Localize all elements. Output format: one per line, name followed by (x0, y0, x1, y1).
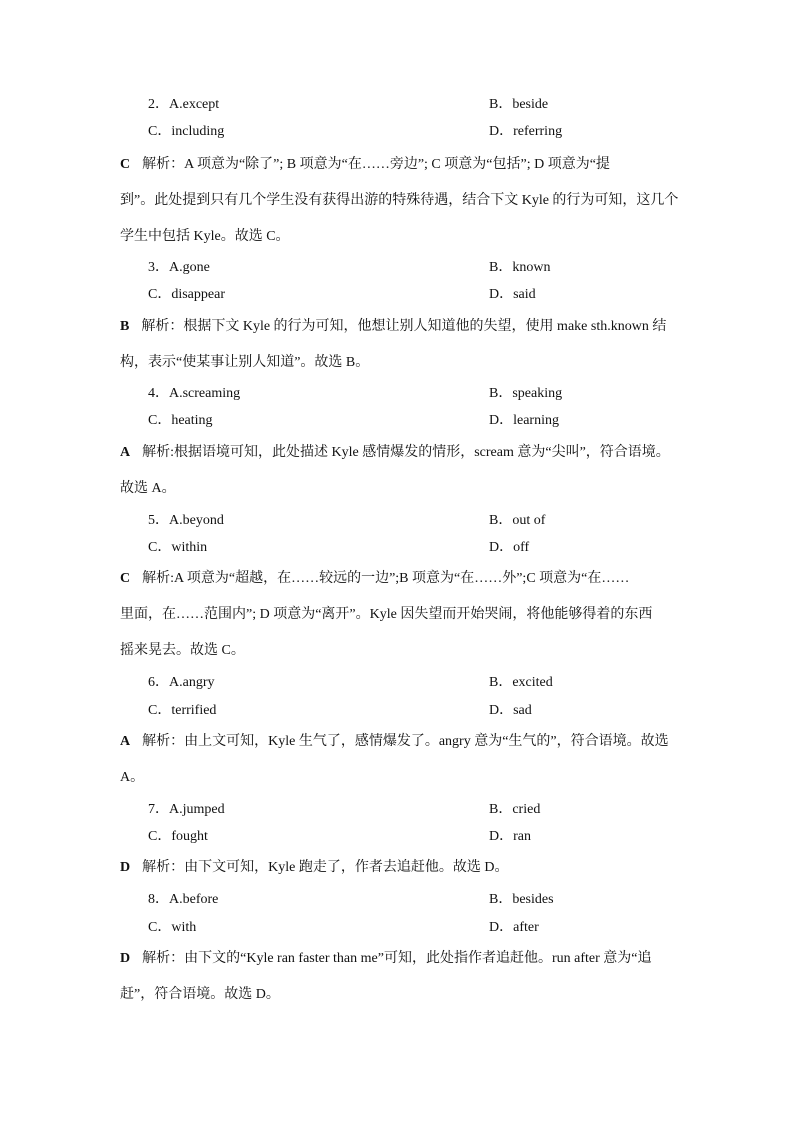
explanation-line: 构，表示“使某事让别人知道”。故选 B。 (120, 355, 370, 370)
option-a: 2．A.except (148, 97, 220, 112)
explanation-text: 解析:A 项意为“超越，在……较远的一边”;B 项意为“在……外”;C 项意为“在…… (142, 571, 630, 586)
explanation-text: 解析:根据语境可知，此处描述 Kyle 感情爆发的情形，scream 意为“尖叫”，符合语境。 (142, 445, 670, 460)
explanation-text: 解析：A 项意为“除了”; B 项意为“在……旁边”; C 项意为“包括”; D 项意为“提 (142, 157, 610, 172)
option-c: C．including (148, 124, 225, 139)
answer-letter: D (120, 951, 131, 966)
option-c: C．within (148, 540, 208, 555)
option-a: 7．A.jumped (148, 802, 225, 817)
option-b: B．speaking (489, 386, 563, 401)
options-row (0, 384, 794, 404)
options-row (0, 511, 794, 531)
explanation-line: 赶”，符合语境。故选 D。 (120, 987, 280, 1002)
option-c: C．heating (148, 413, 213, 428)
answer-line (120, 443, 676, 463)
answer-line (120, 569, 676, 589)
options-row (0, 258, 794, 278)
options-row (0, 285, 794, 305)
options-row (0, 827, 794, 847)
option-d: D．ran (489, 829, 531, 844)
answer-letter: A (120, 445, 131, 460)
option-d: D．off (489, 540, 530, 555)
option-d: D．referring (489, 124, 563, 139)
answer-letter: B (120, 319, 130, 334)
options-row (0, 701, 794, 721)
option-d: D．learning (489, 413, 559, 428)
options-row (0, 411, 794, 431)
explanation-text: 解析：由下文的“Kyle ran faster than me”可知，此处指作者追赶他。run after 意为“追 (142, 951, 652, 966)
options-row (0, 122, 794, 142)
explanation-text: 解析：由上文可知，Kyle 生气了，感情爆发了。angry 意为“生气的”，符合语境。故选 (142, 734, 669, 749)
options-row (0, 673, 794, 693)
option-a: 3．A.gone (148, 260, 210, 275)
option-b: B．besides (489, 892, 554, 907)
option-c: C．disappear (148, 287, 225, 302)
explanation-line: 里面，在……范围内”; D 项意为“离开”。Kyle 因失望而开始哭闹，将他能够得着的东西 (120, 607, 653, 622)
option-d: D．after (489, 920, 539, 935)
answer-letter: C (120, 157, 131, 172)
option-a: 6．A.angry (148, 675, 215, 690)
answer-line (120, 858, 676, 878)
option-d: D．sad (489, 703, 532, 718)
option-b: B．cried (489, 802, 541, 817)
option-b: B．beside (489, 97, 549, 112)
option-b: B．known (489, 260, 551, 275)
answer-letter: C (120, 571, 131, 586)
options-row (0, 918, 794, 938)
option-b: B．excited (489, 675, 553, 690)
options-row (0, 890, 794, 910)
options-row (0, 538, 794, 558)
explanation-line: 学生中包括 Kyle。故选 C。 (120, 229, 290, 244)
answer-line (120, 949, 676, 969)
option-c: C．terrified (148, 703, 217, 718)
options-row (0, 95, 794, 115)
option-a: 8．A.before (148, 892, 219, 907)
answer-letter: A (120, 734, 131, 749)
options-row (0, 800, 794, 820)
explanation-line: A。 (120, 770, 145, 785)
option-c: C．fought (148, 829, 208, 844)
explanation-line: 故选 A。 (120, 481, 176, 496)
option-d: D．said (489, 287, 536, 302)
option-a: 4．A.screaming (148, 386, 241, 401)
answer-line (120, 732, 676, 752)
answer-line (120, 317, 676, 337)
explanation-text: 解析：由下文可知，Kyle 跑走了，作者去追赶他。故选 D。 (142, 860, 509, 875)
option-c: C．with (148, 920, 197, 935)
explanation-text: 解析：根据下文 Kyle 的行为可知，他想让别人知道他的失望，使用 make sth.known 结 (141, 319, 667, 334)
answer-letter: D (120, 860, 131, 875)
option-b: B．out of (489, 513, 546, 528)
answer-line (120, 155, 676, 175)
option-a: 5．A.beyond (148, 513, 224, 528)
explanation-line: 摇来晃去。故选 C。 (120, 643, 245, 658)
explanation-line: 到”。此处提到只有几个学生没有获得出游的特殊待遇，结合下文 Kyle 的行为可知，这几个 (120, 193, 679, 208)
